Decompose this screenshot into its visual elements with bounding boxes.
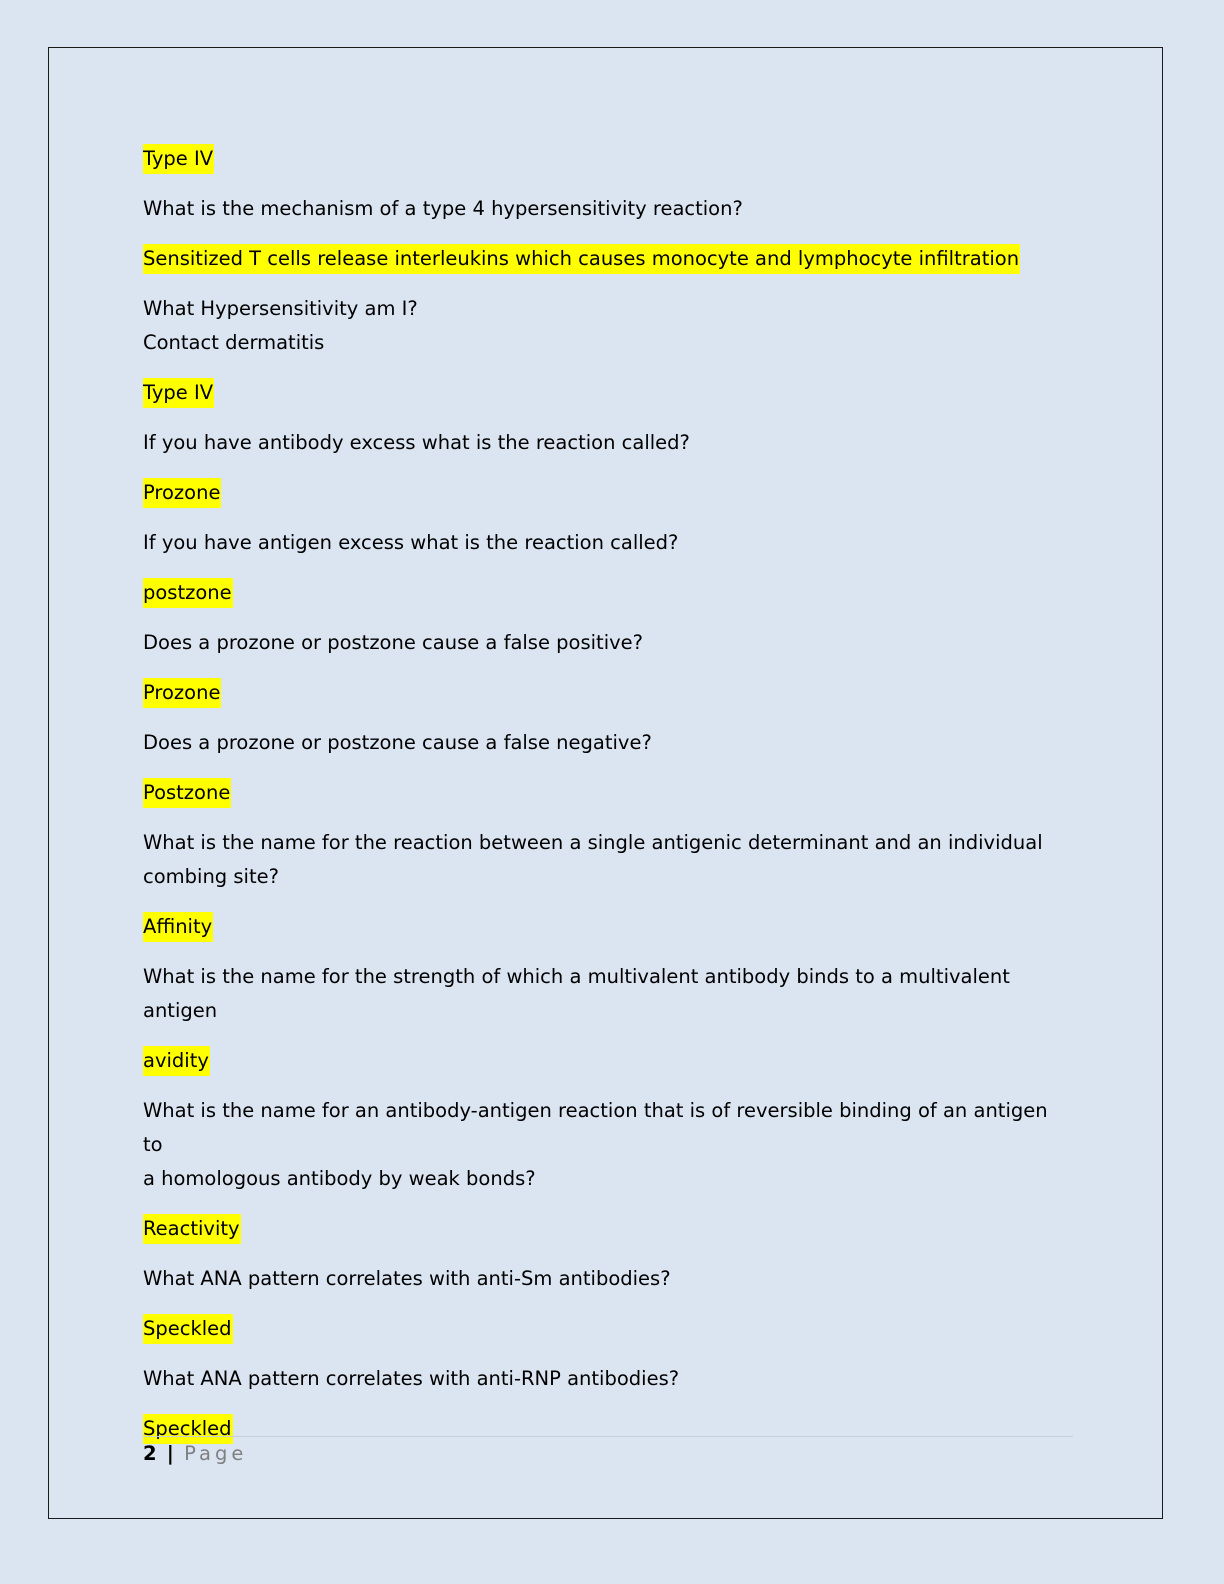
question-line: antigen: [143, 999, 218, 1022]
highlighted-answer: Speckled: [143, 1314, 233, 1344]
question-paragraph: [143, 826, 1073, 894]
highlighted-answer: Type IV: [143, 144, 214, 174]
answer-paragraph: [143, 476, 1073, 510]
question-line: If you have antibody excess what is the reaction called?: [143, 431, 690, 454]
document-body: [143, 142, 1073, 1462]
question-paragraph: [143, 626, 1073, 660]
answer-paragraph: [143, 576, 1073, 610]
question-paragraph: [143, 426, 1073, 460]
answer-paragraph: [143, 242, 1073, 276]
answer-paragraph: [143, 776, 1073, 810]
highlighted-answer: postzone: [143, 578, 233, 608]
question-paragraph: [143, 292, 1073, 360]
page-footer: [143, 1440, 247, 1468]
question-paragraph: [143, 1362, 1073, 1396]
question-line: What ANA pattern correlates with anti-Sm antibodies?: [143, 1267, 671, 1290]
highlighted-answer: Postzone: [143, 778, 231, 808]
question-paragraph: [143, 526, 1073, 560]
question-paragraph: [143, 1094, 1073, 1196]
question-paragraph: [143, 1262, 1073, 1296]
answer-paragraph: [143, 1044, 1073, 1078]
answer-paragraph: [143, 1412, 1073, 1446]
question-line: Does a prozone or postzone cause a false negative?: [143, 731, 652, 754]
question-line: combing site?: [143, 865, 279, 888]
footer-separator: |: [166, 1442, 174, 1465]
question-paragraph: [143, 960, 1073, 1028]
page-number: 2: [143, 1442, 157, 1465]
highlighted-answer: Type IV: [143, 378, 214, 408]
answer-paragraph: [143, 142, 1073, 176]
question-line: What Hypersensitivity am I?: [143, 297, 418, 320]
question-paragraph: [143, 192, 1073, 226]
question-line: What ANA pattern correlates with anti-RNP antibodies?: [143, 1367, 680, 1390]
highlighted-answer: Sensitized T cells release interleukins which causes monocyte and lymphocyte infiltration: [143, 244, 1020, 274]
question-line: What is the name for the reaction between a single antigenic determinant and an individual: [143, 831, 1043, 854]
question-line: Contact dermatitis: [143, 331, 325, 354]
highlighted-answer: Affinity: [143, 912, 213, 942]
question-line: Does a prozone or postzone cause a false positive?: [143, 631, 644, 654]
highlighted-answer: Prozone: [143, 478, 221, 508]
highlighted-answer: avidity: [143, 1046, 210, 1076]
highlighted-answer: Prozone: [143, 678, 221, 708]
question-line: What is the name for an antibody-antigen reaction that is of reversible binding of an antigen to: [143, 1099, 1048, 1156]
highlighted-answer: Reactivity: [143, 1214, 241, 1244]
answer-paragraph: [143, 910, 1073, 944]
answer-paragraph: [143, 1212, 1073, 1246]
question-line: What is the name for the strength of which a multivalent antibody binds to a multivalent: [143, 965, 1010, 988]
question-paragraph: [143, 726, 1073, 760]
question-line: a homologous antibody by weak bonds?: [143, 1167, 536, 1190]
answer-paragraph: [143, 376, 1073, 410]
question-line: What is the mechanism of a type 4 hypersensitivity reaction?: [143, 197, 743, 220]
question-line: If you have antigen excess what is the reaction called?: [143, 531, 679, 554]
highlighted-answer: Speckled: [143, 1414, 233, 1444]
page-label: Page: [184, 1442, 248, 1465]
footer-rule: [143, 1436, 1073, 1437]
answer-paragraph: [143, 1312, 1073, 1346]
answer-paragraph: [143, 676, 1073, 710]
